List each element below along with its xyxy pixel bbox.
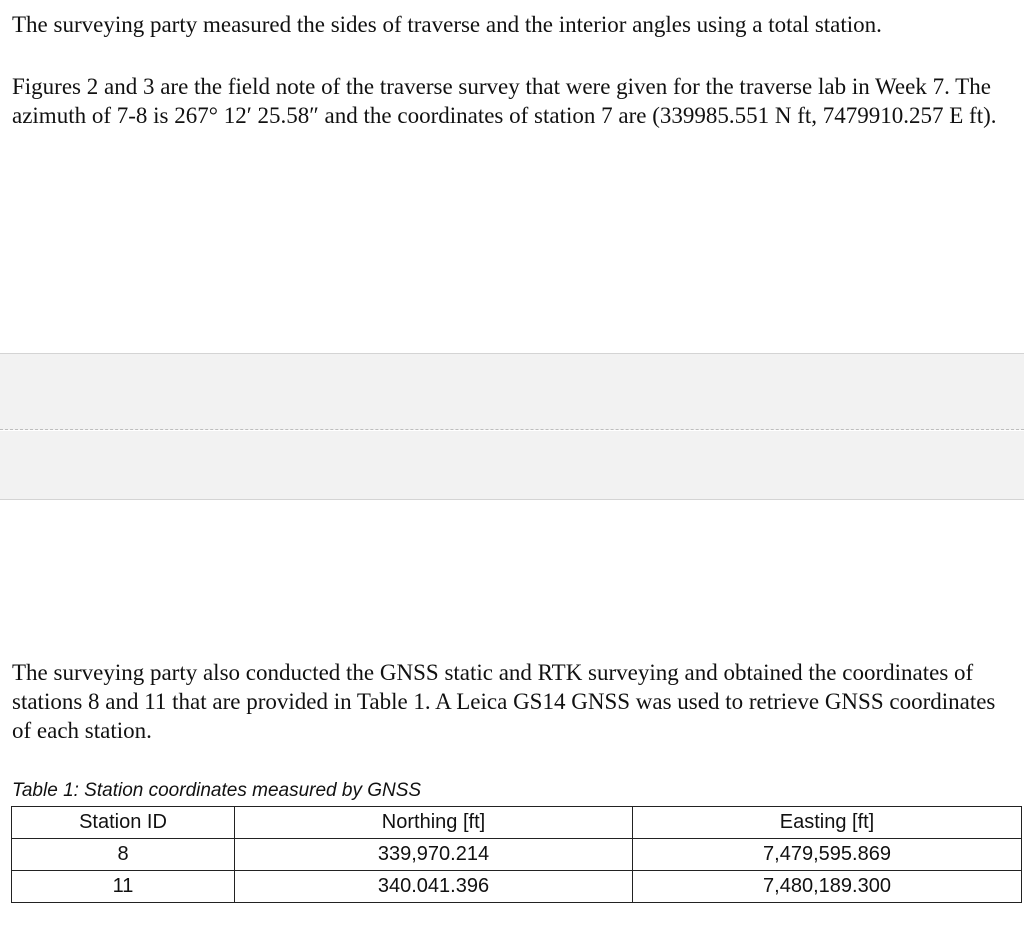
- table-caption: Table 1: Station coordinates measured by GNSS: [12, 780, 422, 801]
- column-header-station-id: Station ID: [12, 807, 235, 839]
- column-header-northing: Northing [ft]: [235, 807, 633, 839]
- field-note-paragraph: Figures 2 and 3 are the field note of the traverse survey that were given for the traverse lab in Week 7. The azimuth of 7-8 is 267° 12′ 25.58″ and the coordinates of station 7 are (339985.551 N ft, 7479910.257 E ft).: [12, 74, 997, 128]
- easting-cell: 7,479,595.869: [633, 839, 1022, 871]
- table-header-row: [12, 807, 1022, 839]
- northing-cell: 340.041.396: [235, 871, 633, 903]
- station-id-cell: 8: [12, 839, 235, 871]
- northing-cell: 339,970.214: [235, 839, 633, 871]
- blank-content-area: [0, 353, 1024, 430]
- table-row: [12, 871, 1022, 903]
- intro-paragraph: The surveying party measured the sides of traverse and the interior angles using a total station.: [12, 12, 882, 37]
- blank-content-area: [0, 431, 1024, 500]
- gnss-paragraph: The surveying party also conducted the GNSS static and RTK surveying and obtained the coordinates of stations 8 and 11 that are provided in Table 1. A Leica GS14 GNSS was used to retrieve GNSS coordinates of each station.: [12, 660, 996, 743]
- column-header-easting: Easting [ft]: [633, 807, 1022, 839]
- station-id-cell: 11: [12, 871, 235, 903]
- table-row: [12, 839, 1022, 871]
- page-break-divider: [0, 429, 1024, 430]
- station-coordinates-table: [11, 806, 1022, 903]
- easting-cell: 7,480,189.300: [633, 871, 1022, 903]
